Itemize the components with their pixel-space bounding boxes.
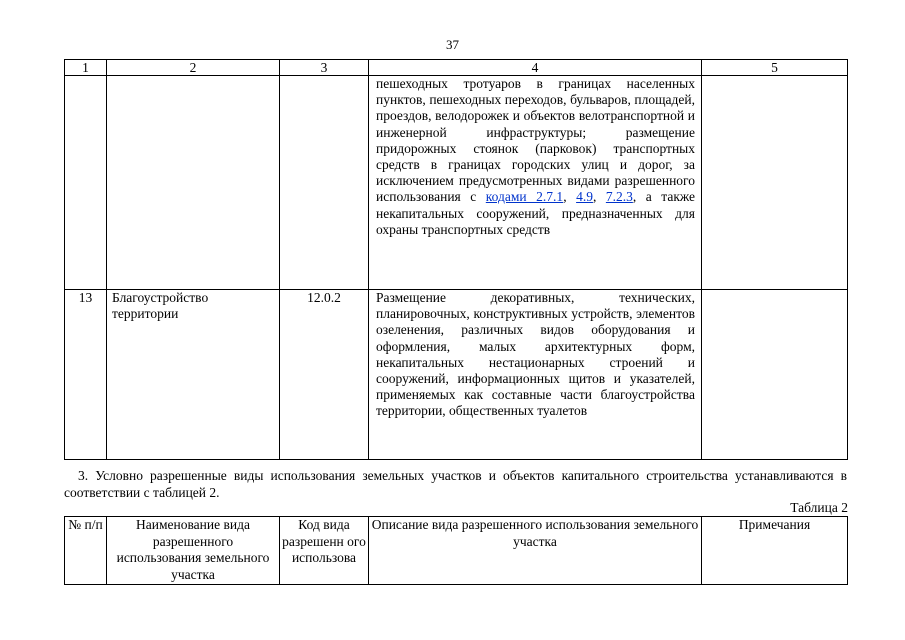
use-type-description: Размещение декоративных, технических, планировочных, конструктивных устройств, элементов озеленения, различных видов оборудования и оформления, малых архитектурных форм, некапитальных нестационарных строений и сооружений, информационных щитов и указателей, применяемых как составные части благоустройства территории, общественных туалетов [369, 290, 702, 460]
header-name: Наименование вида разрешенного использования земельного участка [107, 517, 280, 585]
header-notes: Примечания [702, 517, 848, 585]
conditional-use-table [64, 516, 848, 585]
description-tail: , а также некапитальных сооружений, предназначенных для охраны транспортных средств [376, 189, 696, 237]
use-type-name: Благоустройство территории [107, 290, 280, 460]
row-name-cell [107, 76, 280, 290]
use-type-note [702, 290, 848, 460]
row-num-cell [65, 76, 107, 290]
column-number-1: 1 [65, 60, 107, 76]
column-number-row [65, 60, 848, 76]
description-text: пешеходных тротуаров в границах населенных пунктов, пешеходных переходов, бульваров, площадей, проездов, велодорожек и объектов велотранспортной и инженерной инфраструктуры; размещение придорожных стоянок (парковок) транспортных средств в границах городских улиц и дорог, за исключением предусмотренных видами разрешенного использования с [376, 76, 695, 205]
code-link-7-2-3[interactable]: 7.2.3 [605, 189, 633, 205]
paragraph-3-text: 3. Условно разрешенные виды использования земельных участков и объектов капитального строительства устанавливаются в соответствии с таблицей 2. [64, 468, 847, 500]
column-number-4: 4 [369, 60, 702, 76]
column-number-3: 3 [280, 60, 369, 76]
column-number-5: 5 [702, 60, 848, 76]
table-2-header-row [65, 517, 848, 585]
row-note-cell [702, 76, 848, 290]
table-2-label: Таблица 2 [790, 500, 848, 515]
header-description: Описание вида разрешенного использования земельного участка [369, 517, 702, 585]
row-description-cell: пешеходных тротуаров в границах населенных пунктов, пешеходных переходов, бульваров, площадей, проездов, велодорожек и объектов велотранспортной и инженерной инфраструктуры; размещение придорожных стоянок (парковок) транспортных средств в границах городских улиц и дорог, за исключением предусмотренных видами разрешенного использования с кодами 2.7.1, 4.9, 7.2.3, а также некапитальных сооружений, предназначенных для охраны транспортных средств [369, 76, 702, 290]
header-number: № п/п [65, 517, 107, 585]
table-row-continued [65, 76, 848, 290]
row-code-cell [280, 76, 369, 290]
land-use-table-continued [64, 59, 848, 460]
column-number-2: 2 [107, 60, 280, 76]
paragraph-3 [64, 468, 847, 501]
row-number: 13 [65, 290, 107, 460]
page-number: 37 [446, 37, 459, 52]
header-code: Код вида разрешенн ого использова [280, 517, 369, 585]
code-link-2-7-1[interactable]: кодами 2.7.1 [485, 189, 564, 205]
table-row-13 [65, 290, 848, 460]
code-link-4-9[interactable]: 4.9 [576, 189, 593, 205]
use-type-code: 12.0.2 [280, 290, 369, 460]
